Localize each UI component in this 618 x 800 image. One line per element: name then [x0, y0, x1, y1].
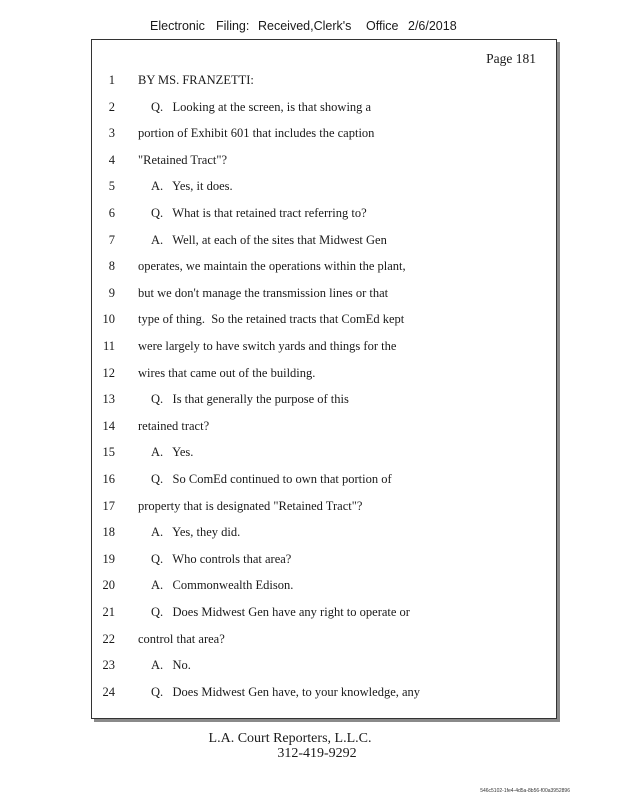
transcript-line — [92, 391, 556, 418]
line-number: 18 — [102, 525, 115, 540]
transcript-line — [92, 72, 556, 99]
line-number: 2 — [108, 99, 115, 114]
transcript-line — [92, 444, 556, 471]
line-number: 15 — [102, 445, 115, 460]
transcript-line — [92, 205, 556, 232]
transcript-line — [92, 498, 556, 525]
line-number: 12 — [102, 365, 115, 380]
line-text: Q. Looking at the screen, is that showing a — [151, 99, 372, 114]
line-number: 8 — [108, 259, 115, 274]
line-text: wires that came out of the building. — [138, 365, 316, 380]
line-number: 4 — [108, 152, 115, 167]
filing-stamp-word-filing: Filing: — [216, 19, 250, 33]
line-text: A. Commonwealth Edison. — [151, 578, 294, 593]
page-number: Page 181 — [486, 51, 536, 66]
line-number: 11 — [102, 339, 115, 353]
transcript-line — [92, 577, 556, 604]
transcript-line — [92, 471, 556, 498]
transcript-line — [92, 657, 556, 684]
line-text: were largely to have switch yards and things for the — [138, 339, 397, 353]
line-number: 7 — [108, 232, 115, 247]
transcript-line — [92, 604, 556, 631]
line-text: type of thing. So the retained tracts that ComEd kept — [138, 312, 405, 327]
transcript-page — [91, 39, 557, 719]
line-text: property that is designated "Retained Tract"? — [138, 498, 363, 513]
filing-stamp-header — [150, 19, 457, 33]
line-text: A. No. — [151, 658, 191, 673]
transcript-line — [92, 551, 556, 578]
line-text: portion of Exhibit 601 that includes the caption — [138, 126, 375, 141]
line-number: 6 — [108, 206, 115, 220]
transcript-line — [92, 311, 556, 338]
line-text: Q. What is that retained tract referring to? — [151, 206, 367, 220]
line-text: A. Yes. — [151, 445, 194, 460]
court-reporter-name: L.A. Court Reporters, L.L.C. — [208, 731, 372, 746]
transcript-line — [92, 684, 556, 711]
line-text: operates, we maintain the operations within the plant, — [138, 259, 406, 274]
line-text: "Retained Tract"? — [138, 152, 228, 167]
line-text: retained tract? — [138, 418, 210, 433]
court-reporter-phone: 312-419-9292 — [277, 746, 357, 761]
transcript-line — [92, 125, 556, 152]
line-number: 23 — [102, 658, 115, 673]
transcript-line — [92, 152, 556, 179]
transcript-line — [92, 631, 556, 658]
transcript-line — [92, 258, 556, 285]
filing-stamp-word-office: Office — [366, 19, 399, 33]
transcript-line — [92, 338, 556, 365]
transcript-line — [92, 232, 556, 259]
line-text: Q. Does Midwest Gen have any right to operate or — [151, 605, 410, 619]
line-number: 5 — [108, 179, 115, 194]
line-number: 9 — [108, 285, 115, 300]
transcript-line — [92, 99, 556, 126]
line-text: A. Yes, it does. — [151, 179, 233, 194]
transcript-line — [92, 178, 556, 205]
line-number: 14 — [102, 418, 115, 433]
line-number: 21 — [102, 605, 115, 619]
transcript-line — [92, 285, 556, 312]
line-number: 3 — [108, 126, 115, 141]
line-text: Q. Who controls that area? — [151, 551, 292, 566]
filing-stamp-word-electronic: Electronic — [150, 19, 205, 33]
line-text: Q. Does Midwest Gen have, to your knowledge, any — [151, 684, 421, 699]
line-number: 1 — [108, 73, 115, 87]
line-text: control that area? — [138, 631, 225, 646]
line-number: 19 — [102, 551, 115, 566]
line-number: 10 — [102, 312, 115, 327]
line-text: A. Yes, they did. — [151, 525, 241, 540]
filing-stamp-word-received: Received,Clerk's — [258, 19, 352, 33]
transcript-line — [92, 365, 556, 392]
filing-stamp-date: 2/6/2018 — [408, 19, 457, 33]
line-text: but we don't manage the transmission lines or that — [138, 285, 389, 300]
line-text: A. Well, at each of the sites that Midwest Gen — [151, 232, 387, 247]
line-text: BY MS. FRANZETTI: — [138, 73, 254, 87]
transcript-line — [92, 524, 556, 551]
line-number: 22 — [102, 631, 115, 646]
line-number: 20 — [102, 578, 115, 593]
line-number: 13 — [102, 392, 115, 407]
line-text: Q. Is that generally the purpose of this — [151, 392, 349, 407]
document-id: 546c5102-1fe4-4d5a-8b56-f00a3952896 — [480, 788, 570, 794]
transcript-line — [92, 418, 556, 445]
line-text: Q. So ComEd continued to own that portion of — [151, 472, 392, 486]
line-number: 24 — [102, 684, 115, 699]
line-number: 17 — [102, 498, 115, 513]
line-number: 16 — [102, 472, 115, 486]
